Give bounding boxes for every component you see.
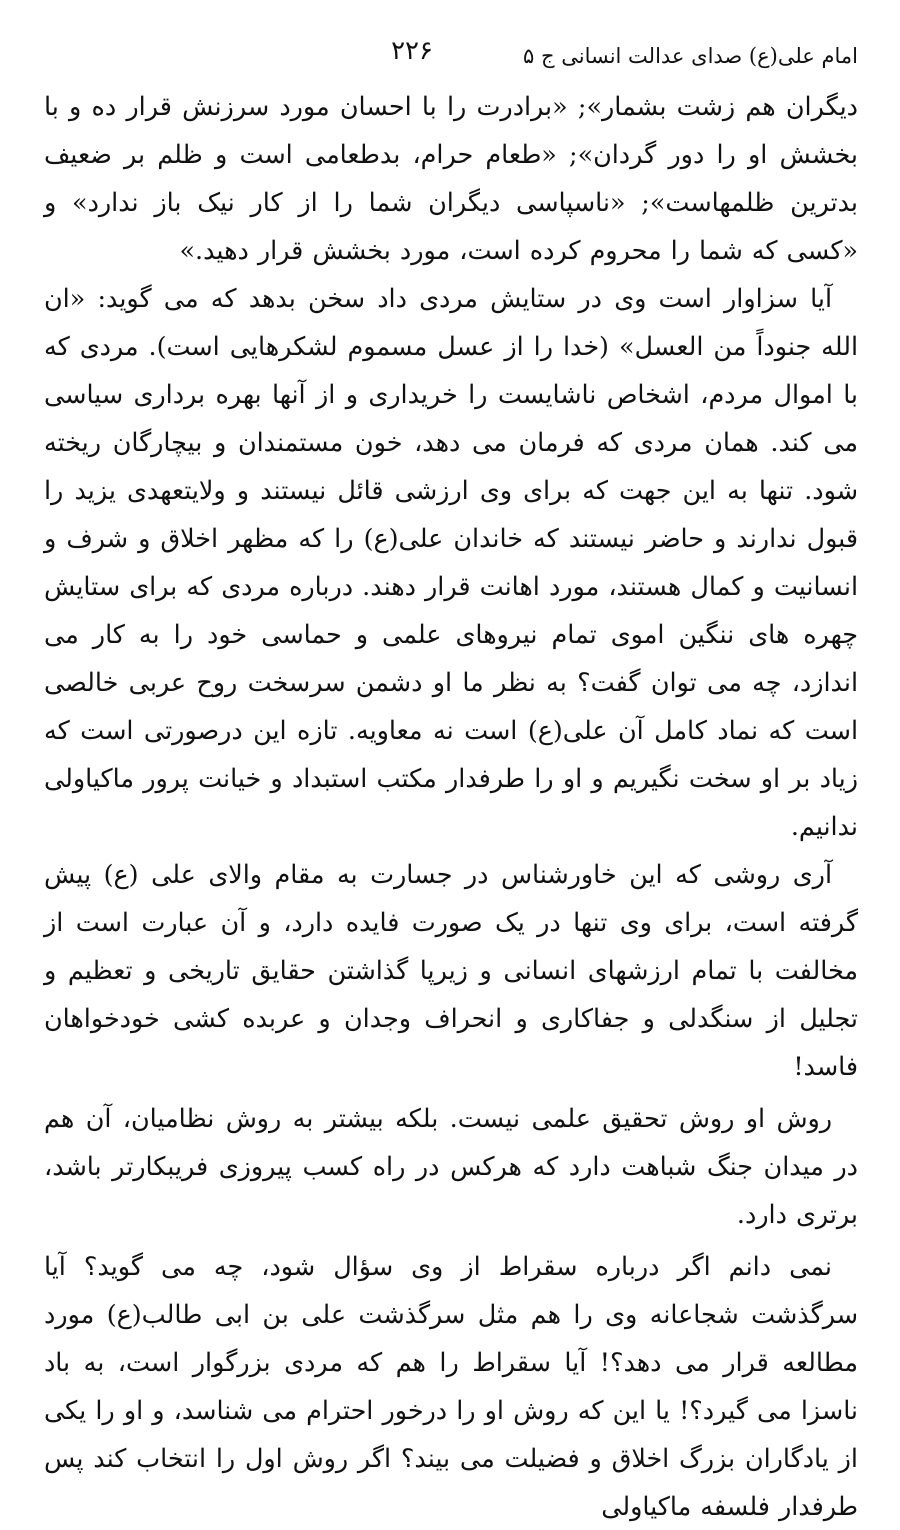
page-number: ۲۲۶ bbox=[391, 36, 433, 66]
paragraph: آیا سزاوار است وی در ستایش مردی داد سخن بدهد که می گوید: «ان الله جنوداً من العسل» (خدا را از عسل مسموم لشکرهایی است). مردی که با اموال مردم، اشخاص ناشایست را خریداری و از آنها بهره برداری سیاسی می کند. همان مردی که فرمان می دهد، خون مستمندان و بیچارگان ریخته شود. تنها به این جهت که برای وی ارزشی قائل نیستند و ولایتعهدی یزید را قبول ندارند و حاضر نیستند که خاندان علی(ع) را که مظهر اخلاق و شرف و انسانیت و کمال هستند، مورد اهانت قرار دهند. درباره مردی که برای ستایش چهره های ننگین اموی تمام نیروهای علمی و حماسی خود را به کار می اندازد، چه می توان گفت؟ به نظر ما او دشمن سرسخت روح عربی خالصی است که نماد کامل آن علی(ع) است نه معاویه. تازه این درصورتی است که زیاد بر او سخت نگیریم و او را طرفدار مکتب استبداد و خیانت پرور ماکیاولی ندانیم. bbox=[44, 283, 858, 841]
paragraph: آری روشی که این خاورشناس در جسارت به مقام والای علی (ع) پیش گرفته است، برای وی تنها در یک صورت فایده دارد، و آن عبارت است از مخالفت با تمام ارزشهای انسانی و زیرپا گذاشتن حقایق تاریخی و تعظیم و تجلیل از سنگدلی و جفاکاری و انحراف وجدان و عربده کشی خودخواهان فاسد! bbox=[44, 859, 858, 1081]
paragraph-continuation: دیگران هم زشت بشمار»; «برادرت را با احسان مورد سرزنش قرار ده و با بخشش او را دور گردان»; «طعام حرام، بدطعامی است و ظلم بر ضعیف بدترین ظلمهاست»; «ناسپاسی دیگران شما را از کار نیک باز ندارد» و «کسی که شما را محروم کرده است، مورد بخشش قرار دهید.» bbox=[44, 91, 858, 265]
body-text bbox=[44, 82, 858, 1530]
paragraph: روش او روش تحقیق علمی نیست. بلکه بیشتر به روش نظامیان، آن هم در میدان جنگ شباهت دارد که هرکس در راه کسب پیروزی فریبکارتر باشد، برتری دارد. bbox=[44, 1103, 858, 1229]
page-header bbox=[44, 30, 858, 82]
running-head-title: امام علی(ع) صدای عدالت انسانی ج ۵ bbox=[523, 44, 858, 68]
paragraph: نمی دانم اگر درباره سقراط از وی سؤال شود، چه می گوید؟ آیا سرگذشت شجاعانه وی را هم مثل سرگذشت علی بن ابی طالب(ع) مورد مطالعه قرار می دهد؟! آیا سقراط را هم که مردی بزرگوار است، به باد ناسزا می گیرد؟! یا این که روش او را درخور احترام می شناسد، و او را یکی از یادگاران بزرگ اخلاق و فضیلت می بیند؟ اگر روش اول را انتخاب کند پس طرفدار فلسفه ماکیاولی bbox=[44, 1251, 858, 1521]
